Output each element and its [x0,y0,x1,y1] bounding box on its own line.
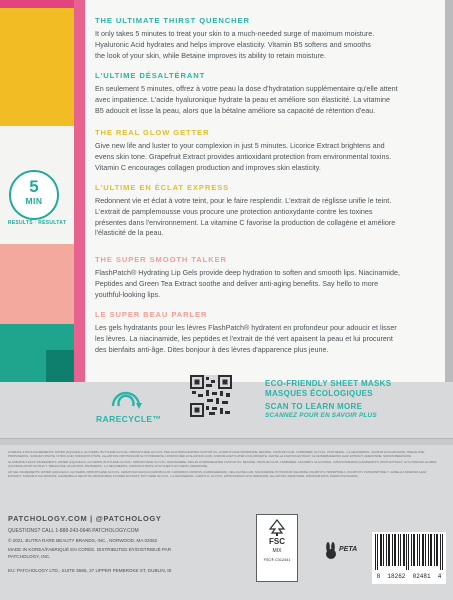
section-body-glow-fr [95,196,440,239]
section-heading-glow-en: THE REAL GLOW GETTER [95,128,210,137]
box-bottom-flap [0,379,453,600]
body-line: Give new life and luster to your complexion in just 5 minutes. Licorice Extract brightens and [95,141,385,150]
badge-caption: RESULTS · RÉSULTAT [7,220,67,226]
decor-strip-peach [0,244,74,324]
section-heading-hydrate-fr: L'ULTIME DÉSALTÉRANT [95,71,206,80]
eco-title-fr: MASQUES ÉCOLOGIQUES [265,389,373,398]
questions-line: QUESTIONS? CALL 1-888-243-0646 PATCHOLOGY.COM [8,528,139,534]
badge-number: 5 [29,177,39,196]
section-heading-glow-fr: L'ULTIME EN ÉCLAT EXPRESS [95,183,230,192]
body-line: evens skin tone. Grapefruit Extract provides antioxidant protection from environmental toxins. [95,151,392,161]
body-line: l'élasticité de la peau. [95,228,164,238]
recycle-icon [105,386,147,410]
body-line: Hyaluronic Acid hydrates and helps improve elasticity. Vitamin B5 softens and smooths [95,39,371,49]
body-line: Les gels hydratants pour les lèvres FlashPatch® hydratent en profondeur pour adoucir et lisser [95,323,397,332]
copyright-line: © 2021. BUTRA RARE BEAUTY BRANDS, INC., NORWOOD, MA 02062 [8,538,158,543]
scan-to-learn-fr: SCANNEZ POUR EN SAVOIR PLUS [265,412,377,419]
body-line: Peptides and Green Tea Extract soothe and deliver anti-aging benefits. Say hello to more [95,278,379,288]
fsc-logo [256,514,298,582]
section-heading-lip-en: THE SUPER SMOOTH TALKER [95,255,227,264]
section-body-hydrate-fr [95,84,440,116]
scan-to-learn-en: SCAN TO LEARN MORE [265,402,363,411]
badge-unit: MIN [25,196,43,206]
body-line: the look of your skin, while Betaine improves its ability to retain moisture. [95,50,326,60]
rarecycle-label: RARECYCLE™ [96,414,162,424]
peta-label: PETA [339,546,358,553]
fsc-code: FSC® C012441 [263,558,291,562]
decor-strip-yellow [0,8,74,126]
body-line: En seulement 5 minutes, offrez à votre peau la dose d'hydratation supplémentaire qu'elle attent [95,84,398,93]
body-line: Redonnent vie et éclat à votre teint, pour le faire resplendir. L'extrait de réglisse unifie le teint. [95,196,392,205]
section-heading-lip-fr: LE SUPER BEAU PARLER [95,310,208,319]
eco-title-en: ECO-FRIENDLY SHEET MASKS [265,379,392,388]
fsc-tree-icon [268,519,286,537]
fsc-label: FSC [269,537,285,546]
made-in-line: MADE IN KOREA/FABRIQUÉ EN CORÉE. DISTRIBUTED BY/DISTRIBUÉ PAR PATCHOLOGY, INC. [8,547,172,559]
section-body-lip-fr [95,323,440,355]
ingredients-lip-gel: LIP GEL INGREDIENTS: WATER (AQUA/EAU), GLYCERIN, DIPROPYLENE GLYCOL, CERATONIA SILIQUA (CAROB) GUM, CHONDRUS CRISPUS (CARRAGEENAN), CELLULOSE GUM, NIACINAMIDE, POTASSIUM CHLORIDE, PALMITOYL TRIPEPTIDE-1, PALMITOYL TETRAPEPTIDE-7, CAMELLIA SINENSIS LEAF EXTRACT, SODIUM HYALURONATE, CHAMOMILLA RECUTITA (MATRICARIA) FLOWER EXTRACT, BUTYLENE GLYCOL, 1,2-HEXANEDIOL, CAPRYLYL GLYCOL, DIPOTASSIUM GLYCYRRHIZATE, ALLANTOIN, ADENOSINE, DISODIUM EDTA, PHENOXYETHANOL. [8,470,427,478]
body-line: youthful-looking lips. [95,289,161,299]
section-heading-hydrate-en: THE ULTIMATE THIRST QUENCHER [95,16,250,25]
section-body-glow-en [95,141,440,173]
website-handle[interactable]: PATCHOLOGY.COM | @PATCHOLOGY [8,514,162,523]
barcode-digits: 8 18262 02481 4 [376,573,442,580]
body-line: avec impatience. L'acide hyaluronique hydrate la peau et améliore son élasticité. La vitamine [95,94,391,104]
body-line: B5 adoucit et lisse la peau, alors que la bétaïne améliore sa capacité de rétention d'eau. [95,105,376,115]
decor-strip-green-dark [46,350,74,382]
body-line: les lèvres. La niacinamide, les peptides et l'extrait de thé vert apaisent la peau et lui procurent [95,333,393,343]
decor-band-pink [74,0,85,382]
fsc-mix: MIX [272,548,282,554]
five-minute-badge [9,170,59,220]
ingredients-block [8,450,440,508]
description-panel [85,0,445,382]
ingredients-hydrate: HYDRATE 3-PACK INGREDIENTS: WATER (AQUA/EAU), GLYCERIN, BUTYLENE GLYCOL, DIPROPYLENE GLYCOL, PEG-60 HYDROGENATED CASTOR OIL, HYDROXYACETOPHENONE, BETAINE, XANTHAN GUM, CARBOMER, GLYCOL, PANTHENOL, 1,2-HEXANEDIOL, SODIUM HYALURONATE, TREHALOSE, PROPANEDIOL, SODIUM CITRATE, CITRIC ACID, SODIUM PHYTATE, ALLANTOIN, DIPOTASSIUM GLYCYRRHIZATE, HYDROLYZED HYALURONIC ACID, SODIUM ACETYLATED HYALURONATE, CENTELLA ASIATICA EXTRACT, ALOE BARBADENSIS LEAF EXTRACT, ADENOSINE, SODIUM BENZOATE. [8,450,425,458]
section-body-lip-en [95,268,440,300]
peta-bunny-icon [324,542,338,560]
eu-address-line: EU: PATCHOLOGY LTD., SUITE 5585, 27 UPPER PEMBROKE ST, DUBLIN, IE [8,568,172,573]
body-line: It only takes 5 minutes to treat your skin to a much-needed surge of maximum moisture. [95,29,375,38]
body-line: présentes dans l'environnement. La vitamine C favorise la production de collagène et améliore [95,217,396,227]
body-line: L'extrait de pamplemousse vous procure une protection antioxydante contre les toxines [95,206,373,216]
fold-line [0,438,453,445]
qr-code-icon[interactable] [190,375,232,417]
decor-strip-pink [0,0,74,8]
body-line: Vitamin C encourages collagen production and improves skin elasticity. [95,162,321,172]
body-line: des bienfaits anti-âge. Dites bonjour à des lèvres d'apparence plus jeune. [95,344,329,354]
ingredients-illuminate: ILLUMINATE 3-PACK INGREDIENTS: WATER (AQUA/EAU), GLYCERIN, BUTYLENE GLYCOL, DIPROPYLENE GLYCOL, NIACINAMIDE, PEG-60 HYDROGENATED CASTOR OIL, BETAINE, XANTHAN GUM, CARBOMER, ASCORBYL GLUCOSIDE, CITRUS PARADISI (GRAPEFRUIT) FRUIT EXTRACT, GLYCYRRHIZA GLABRA (LICORICE) ROOT EXTRACT, TREHALOSE, ALLANTOIN, PANTHENOL, 1,2-HEXANEDIOL, SODIUM CITRATE, ETHYLHEXYLGLYCERIN, ADENOSINE. [8,460,437,468]
section-body-hydrate-en [95,29,440,61]
body-line: FlashPatch® Hydrating Lip Gels provide deep hydration to soften and smooth lips. Niacinamide, [95,268,400,277]
barcode [372,532,446,584]
